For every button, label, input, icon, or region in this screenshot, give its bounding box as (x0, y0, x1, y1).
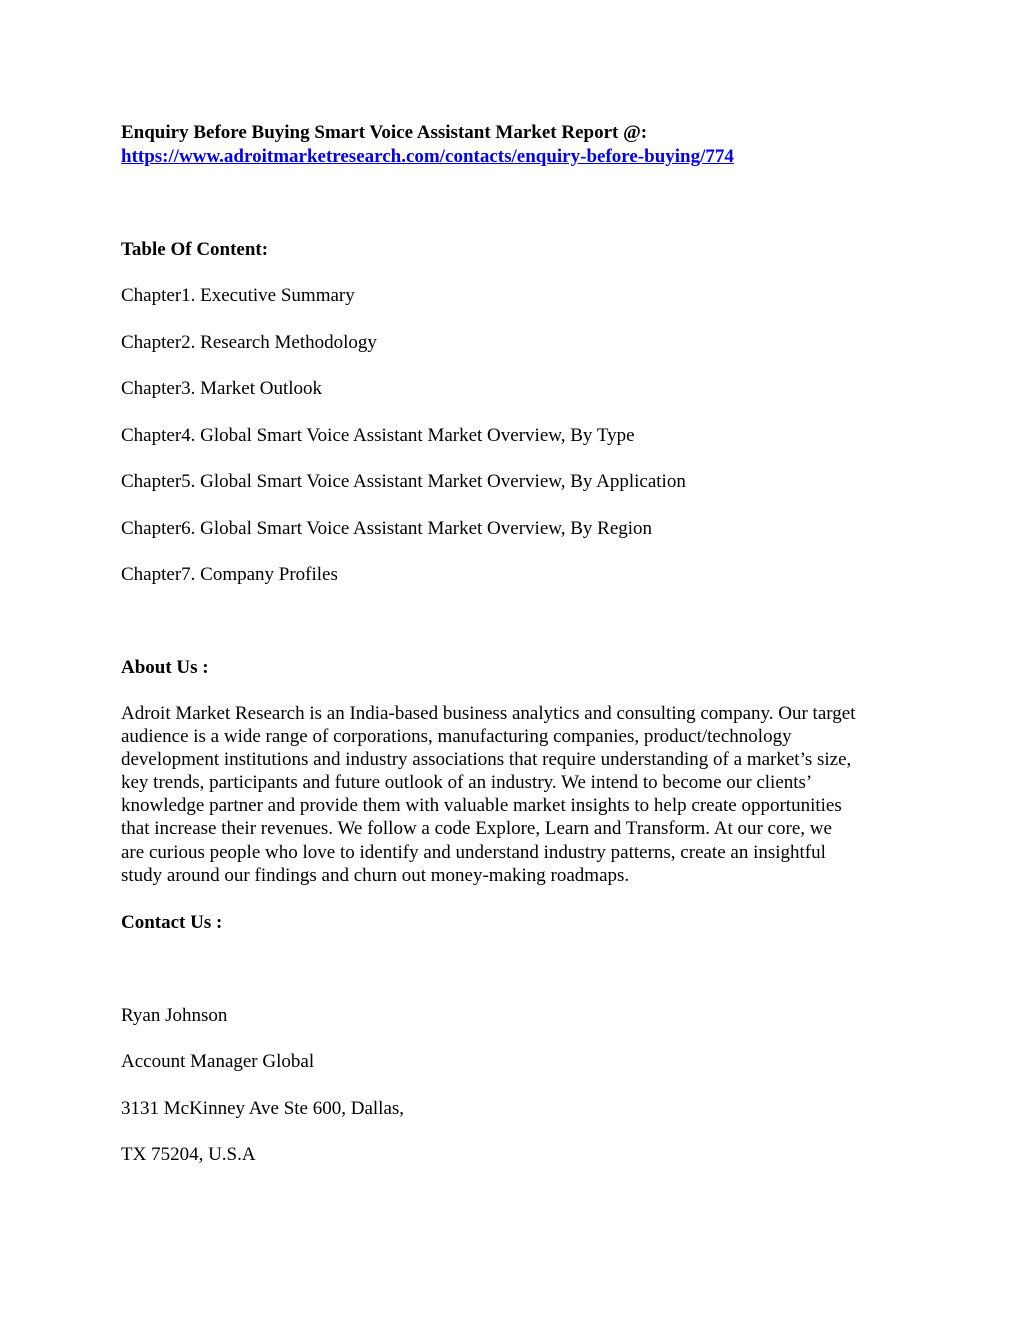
about-line-2: audience is a wide range of corporations, manufacturing companies, product/technology (121, 726, 792, 748)
enquiry-heading: Enquiry Before Buying Smart Voice Assistant Market Report @: (121, 122, 648, 143)
toc-chapter-5: Chapter5. Global Smart Voice Assistant Market Overview, By Application (121, 471, 686, 492)
toc-chapter-4: Chapter4. Global Smart Voice Assistant Market Overview, By Type (121, 425, 635, 446)
toc-heading: Table Of Content: (121, 239, 269, 260)
enquiry-link[interactable]: https://www.adroitmarketresearch.com/contacts/enquiry-before-buying/774 (121, 146, 734, 167)
about-line-3: development institutions and industry associations that require understanding of a market’s size, (121, 749, 852, 771)
about-line-1: Adroit Market Research is an India-based business analytics and consulting company. Our target (121, 703, 856, 724)
about-line-6: that increase their revenues. We follow a code Explore, Learn and Transform. At our core, we (121, 818, 832, 840)
contact-address-line-2: TX 75204, U.S.A (121, 1144, 256, 1165)
about-paragraph (121, 702, 911, 887)
about-line-7: are curious people who love to identify and understand industry patterns, create an insightful (121, 841, 826, 863)
toc-chapter-3: Chapter3. Market Outlook (121, 378, 323, 399)
about-heading: About Us : (121, 657, 209, 678)
contact-title: Account Manager Global (121, 1051, 315, 1072)
contact-address-line-1: 3131 McKinney Ave Ste 600, Dallas, (121, 1098, 405, 1119)
toc-chapter-7: Chapter7. Company Profiles (121, 564, 338, 585)
about-line-5: knowledge partner and provide them with valuable market insights to help create opportunities (121, 795, 842, 817)
about-line-4: key trends, participants and future outlook of an industry. We intend to become our clients’ (121, 772, 813, 794)
toc-chapter-6: Chapter6. Global Smart Voice Assistant Market Overview, By Region (121, 518, 653, 539)
about-line-8: study around our findings and churn out money-making roadmaps. (121, 864, 630, 886)
contact-heading: Contact Us : (121, 912, 223, 933)
contact-name: Ryan Johnson (121, 1005, 228, 1026)
toc-chapter-2: Chapter2. Research Methodology (121, 332, 377, 353)
toc-chapter-1: Chapter1. Executive Summary (121, 285, 355, 306)
